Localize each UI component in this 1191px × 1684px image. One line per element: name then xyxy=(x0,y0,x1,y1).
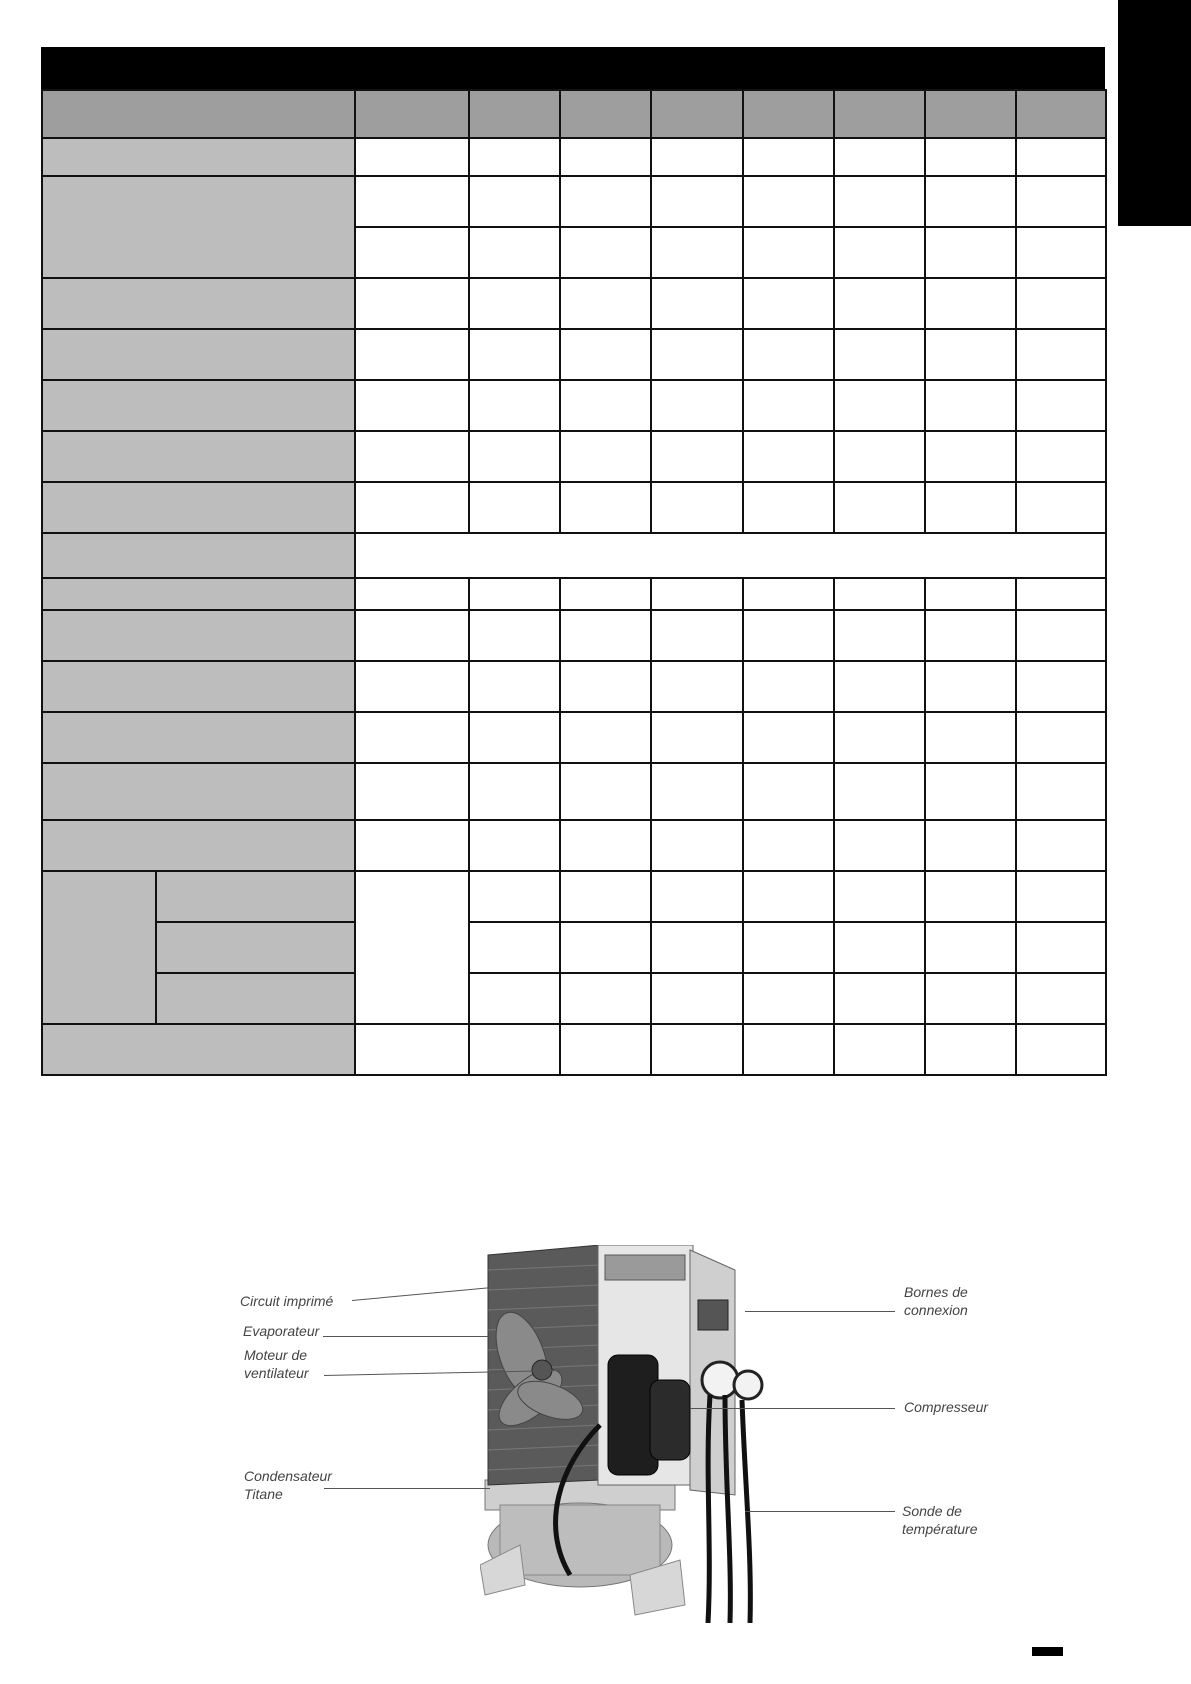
table-row xyxy=(42,712,1106,763)
leader-line xyxy=(745,1311,895,1312)
spec-table-body xyxy=(42,90,1106,1075)
callout-compresseur xyxy=(904,1398,988,1416)
callout-sonde-temperature xyxy=(902,1502,977,1538)
table-row xyxy=(42,138,1106,176)
leader-line xyxy=(324,1488,490,1489)
callout-text: Compresseur xyxy=(904,1399,989,1415)
table-row xyxy=(42,533,1106,578)
table-row xyxy=(42,431,1106,482)
callout-text: Sonde de xyxy=(902,1503,962,1519)
table-row xyxy=(42,578,1106,610)
callout-circuit-imprime xyxy=(240,1292,333,1310)
table-row xyxy=(42,278,1106,329)
callout-text: Circuit imprimé xyxy=(240,1293,334,1309)
table-row xyxy=(42,661,1106,712)
table-row xyxy=(42,610,1106,661)
callout-text: ventilateur xyxy=(244,1365,309,1381)
leader-line xyxy=(690,1408,895,1409)
table-row xyxy=(42,922,1106,973)
section-side-tab xyxy=(1118,0,1191,226)
leader-line xyxy=(323,1336,490,1337)
table-row xyxy=(42,90,1106,138)
table-row xyxy=(42,820,1106,871)
callout-text: Moteur de xyxy=(244,1347,308,1363)
callout-moteur-ventilateur xyxy=(244,1346,309,1382)
table-row xyxy=(42,871,1106,922)
table-row xyxy=(42,1024,1106,1075)
spec-table xyxy=(41,89,1107,1076)
leader-line xyxy=(745,1511,895,1512)
callout-text: connexion xyxy=(904,1302,968,1318)
callout-text: Titane xyxy=(244,1486,283,1502)
table-row xyxy=(42,329,1106,380)
heat-pump-photo xyxy=(480,1245,780,1623)
table-header-bar xyxy=(41,47,1105,89)
callout-evaporateur xyxy=(243,1322,319,1340)
page-number-mark xyxy=(1032,1647,1063,1656)
callout-text: Evaporateur xyxy=(243,1323,320,1339)
table-row xyxy=(42,380,1106,431)
callout-text: Condensateur xyxy=(244,1468,332,1484)
table-row xyxy=(42,482,1106,533)
table-row xyxy=(42,973,1106,1024)
callout-condensateur-titane xyxy=(244,1467,332,1503)
table-row xyxy=(42,176,1106,227)
leader-line xyxy=(352,1287,490,1301)
callout-text: Bornes de xyxy=(904,1284,968,1300)
table-row xyxy=(42,763,1106,820)
callout-text: température xyxy=(902,1521,978,1537)
callout-bornes-connexion xyxy=(904,1283,968,1319)
